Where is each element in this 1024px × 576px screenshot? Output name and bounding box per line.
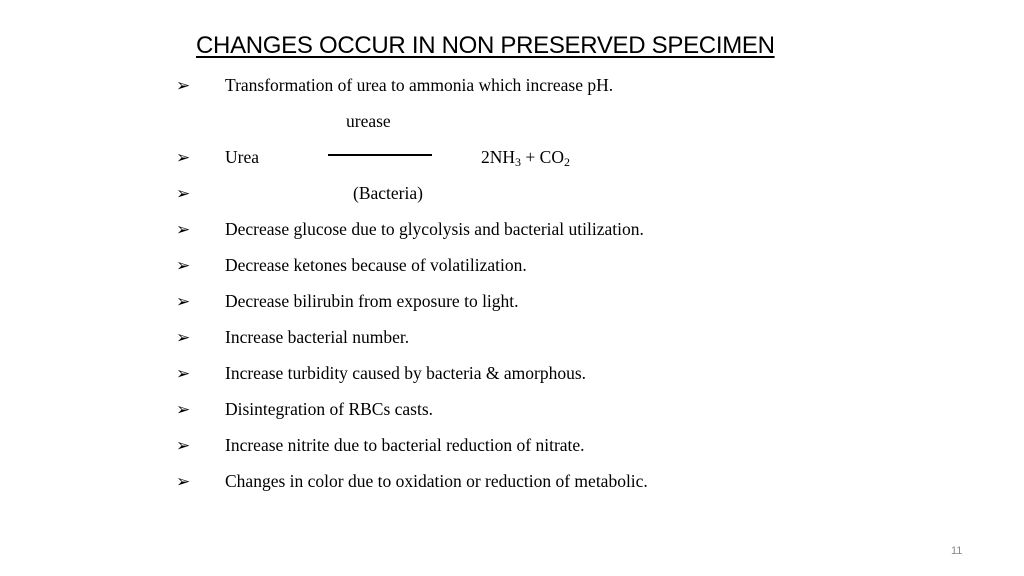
list-item: Increase turbidity caused by bacteria & amorphous. bbox=[225, 363, 587, 383]
bullet-icon: ➢ bbox=[176, 292, 191, 311]
bullet-icon: ➢ bbox=[176, 184, 191, 203]
bullet-icon: ➢ bbox=[176, 148, 191, 167]
list-item: Decrease ketones because of volatilization. bbox=[225, 255, 527, 275]
bullet-icon: ➢ bbox=[176, 400, 191, 419]
reaction-condition: (Bacteria) bbox=[353, 183, 423, 203]
reaction-enzyme: urease bbox=[346, 111, 391, 131]
bullet-icon: ➢ bbox=[176, 76, 191, 95]
page-number: 11 bbox=[951, 545, 963, 557]
reaction-reactant: Urea bbox=[225, 147, 260, 167]
list-item: Disintegration of RBCs casts. bbox=[225, 399, 434, 419]
bullet-icon: ➢ bbox=[176, 220, 191, 239]
bullet-icon: ➢ bbox=[176, 436, 191, 455]
slide-title: CHANGES OCCUR IN NON PRESERVED SPECIMEN bbox=[196, 32, 775, 59]
list-item: Increase nitrite due to bacterial reduction of nitrate. bbox=[225, 435, 585, 455]
bullet-icon: ➢ bbox=[176, 256, 191, 275]
list-item: Decrease glucose due to glycolysis and bacterial utilization. bbox=[225, 219, 644, 239]
reaction-arrow bbox=[328, 154, 432, 156]
list-item: Decrease bilirubin from exposure to light. bbox=[225, 291, 519, 311]
bullet-icon: ➢ bbox=[176, 328, 191, 347]
list-item: Transformation of urea to ammonia which increase pH. bbox=[225, 75, 614, 95]
reaction-products: $2NH_3 + CO_2$ bbox=[481, 147, 570, 169]
bullet-icon: ➢ bbox=[176, 364, 191, 383]
bullet-icon: ➢ bbox=[176, 472, 191, 491]
list-item: Changes in color due to oxidation or reduction of metabolic. bbox=[225, 471, 648, 491]
list-item: Increase bacterial number. bbox=[225, 327, 410, 347]
